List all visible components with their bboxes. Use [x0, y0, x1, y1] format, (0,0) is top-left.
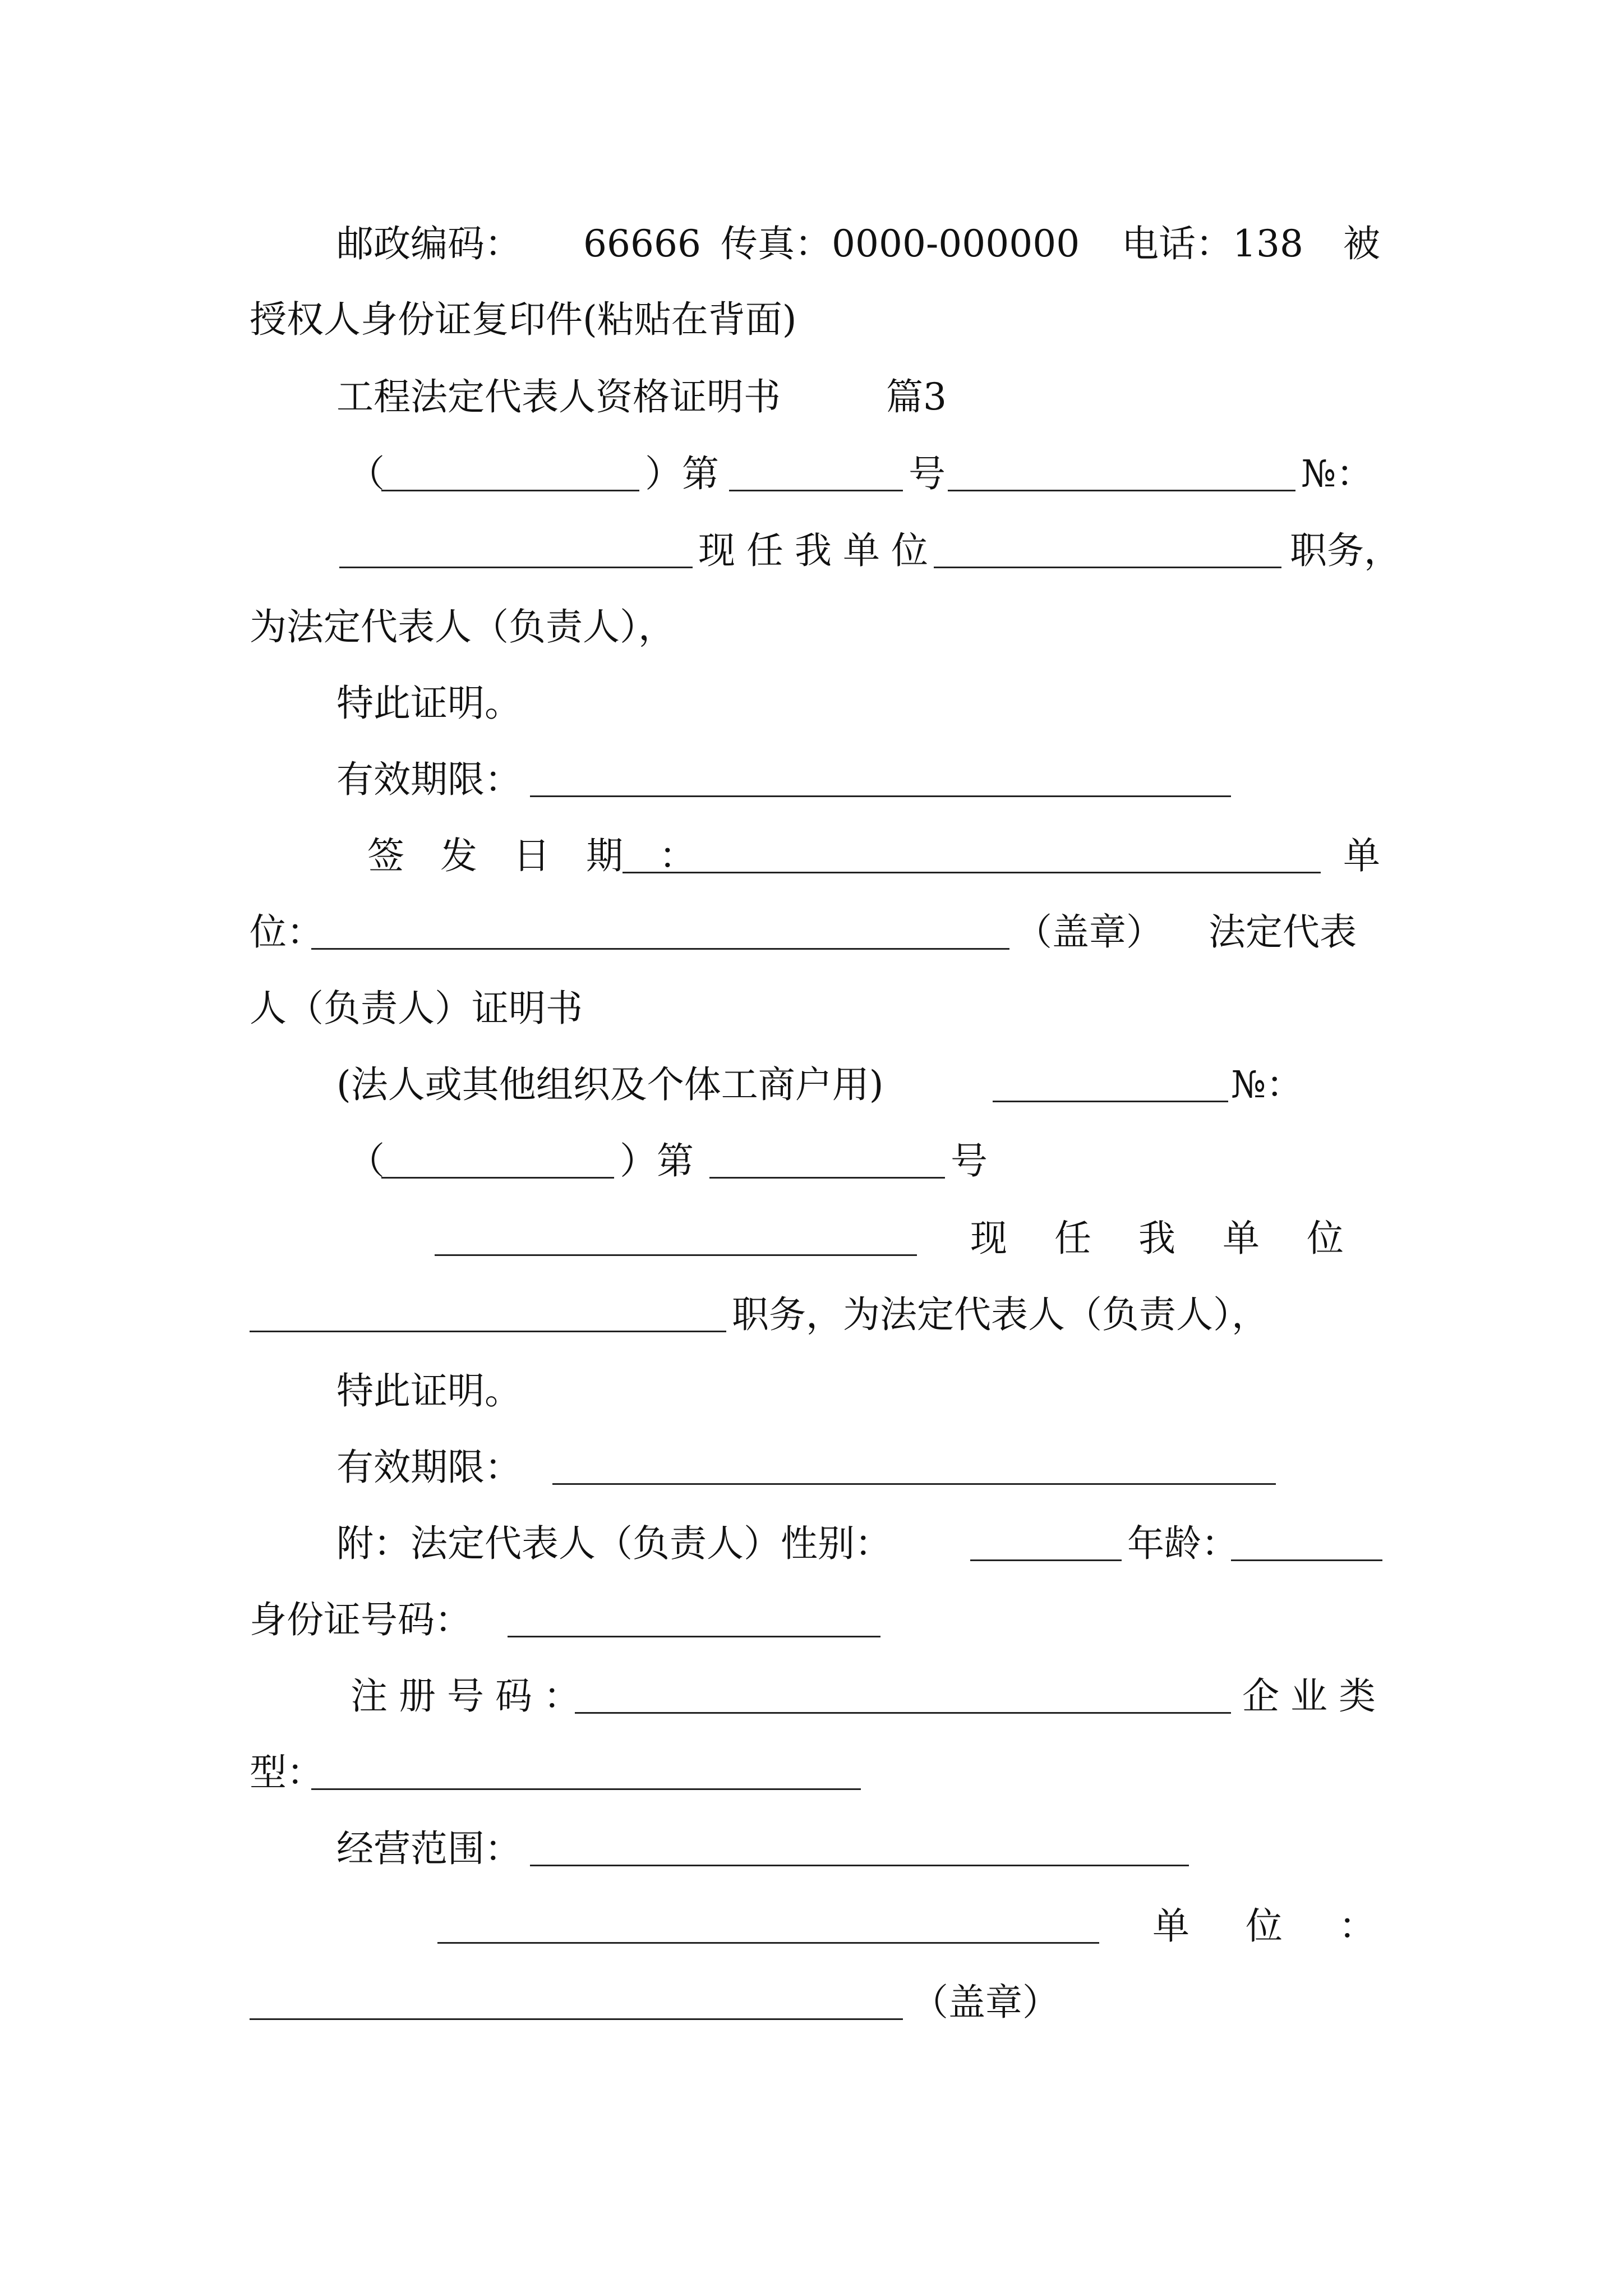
blank-line: [250, 2018, 903, 2020]
text-line: [0, 975, 1623, 1042]
number-prefix: ）第: [645, 452, 719, 495]
blank-line: [948, 490, 1295, 491]
number-suffix: 号: [951, 1139, 988, 1182]
blank-line: [381, 490, 639, 491]
blank-line: [437, 1942, 1099, 1944]
unit-seal-line: [0, 899, 1623, 966]
representative-text: 为法定代表人（负责人），: [250, 605, 675, 648]
text-line: [0, 1205, 1623, 1272]
validity-label: 有效期限：: [336, 1446, 522, 1489]
enterprise-type-line: [0, 1739, 1623, 1806]
blank-line: [311, 1788, 861, 1790]
validity-line: [0, 746, 1623, 813]
id-number-line: [0, 1586, 1623, 1654]
business-scope-label: 经营范围：: [336, 1827, 522, 1870]
certify-text: 特此证明。: [336, 1369, 522, 1412]
text-line: [0, 1281, 1623, 1349]
seal-line: [0, 1969, 1623, 2036]
line-continuation: 被: [1343, 222, 1380, 265]
section-heading: [0, 364, 1623, 431]
document-number-line: [0, 440, 1623, 508]
validity-label: 有效期限：: [336, 758, 522, 801]
text-line: [0, 670, 1623, 737]
section-number: 篇3: [886, 375, 947, 418]
age-label: 年龄：: [1127, 1522, 1238, 1565]
seal-text: （盖章）: [911, 1981, 1059, 2024]
blank-line: [575, 1712, 1231, 1714]
blank-line: [435, 1254, 917, 1256]
numero-label: №：: [1301, 452, 1373, 495]
open-paren: （: [348, 452, 385, 495]
issue-date-label: 签发日期：: [367, 834, 732, 877]
blank-line: [552, 1483, 1276, 1485]
blank-line: [381, 1177, 614, 1179]
blank-line: [311, 948, 1009, 950]
section-title: 工程法定代表人资格证明书: [336, 375, 781, 418]
text-line: [0, 517, 1623, 585]
postal-code-value: 66666: [583, 222, 701, 265]
blank-line: [709, 1177, 945, 1179]
blank-line: [1231, 1559, 1382, 1561]
document-number-line: [0, 1128, 1623, 1195]
gender-label: 附：法定代表人（负责人）性别：: [336, 1522, 892, 1565]
duty-text: 职务，: [1290, 529, 1401, 572]
number-suffix: 号: [909, 452, 946, 495]
certify-text: 特此证明。: [336, 682, 522, 725]
business-scope-line: [0, 1815, 1623, 1883]
open-paren: （: [348, 1139, 385, 1182]
blank-line: [729, 490, 903, 491]
blank-line: [934, 567, 1281, 568]
blank-line: [623, 872, 1321, 873]
applicable-to-text: (法人或其他组织及个体工商户用): [336, 1063, 884, 1106]
blank-line: [530, 1865, 1189, 1866]
type-label: 型：: [250, 1751, 324, 1794]
blank-line: [508, 1636, 880, 1637]
blank-line: [970, 1559, 1122, 1561]
duty-representative-text: 职务，为法定代表人（负责人），: [732, 1293, 1269, 1336]
validity-line: [0, 1434, 1623, 1501]
blank-line: [339, 567, 693, 568]
blank-line: [530, 795, 1231, 797]
contact-line: [0, 210, 1623, 278]
attachment-line: [0, 1510, 1623, 1577]
registration-label: 注册号码：: [351, 1674, 592, 1718]
text-line: [0, 286, 1623, 353]
blank-line: [993, 1101, 1228, 1102]
legal-rep-text: 法定代表: [1209, 910, 1357, 954]
text-line: [0, 593, 1623, 661]
phone-text: 电话：138: [1122, 222, 1303, 265]
certificate-title: 人（负责人）证明书: [250, 987, 583, 1030]
unit-label: 位：: [250, 910, 324, 954]
text-line: [0, 1051, 1623, 1119]
seal-text: （盖章）: [1015, 910, 1163, 954]
unit-label: 单位：: [1152, 1904, 1432, 1948]
current-position-text: 现任我单位: [970, 1217, 1391, 1260]
fax-text: 传真：0000-000000: [721, 222, 1080, 265]
id-number-label: 身份证号码：: [250, 1598, 472, 1641]
numero-label: №：: [1231, 1063, 1303, 1106]
number-prefix: ）第: [620, 1139, 694, 1182]
unit-line: [0, 1893, 1623, 1960]
blank-line: [250, 1331, 726, 1332]
text-line: [0, 1358, 1623, 1425]
issue-date-line: [0, 822, 1623, 890]
registration-line: [0, 1663, 1623, 1730]
current-position-text: 现任我单位: [698, 529, 939, 572]
id-copy-note: 授权人身份证复印件(粘贴在背面): [250, 298, 797, 341]
line-continuation: 单: [1343, 834, 1380, 877]
enterprise-type-label: 企业类: [1242, 1674, 1387, 1718]
postal-code-label: 邮政编码：: [336, 222, 522, 265]
